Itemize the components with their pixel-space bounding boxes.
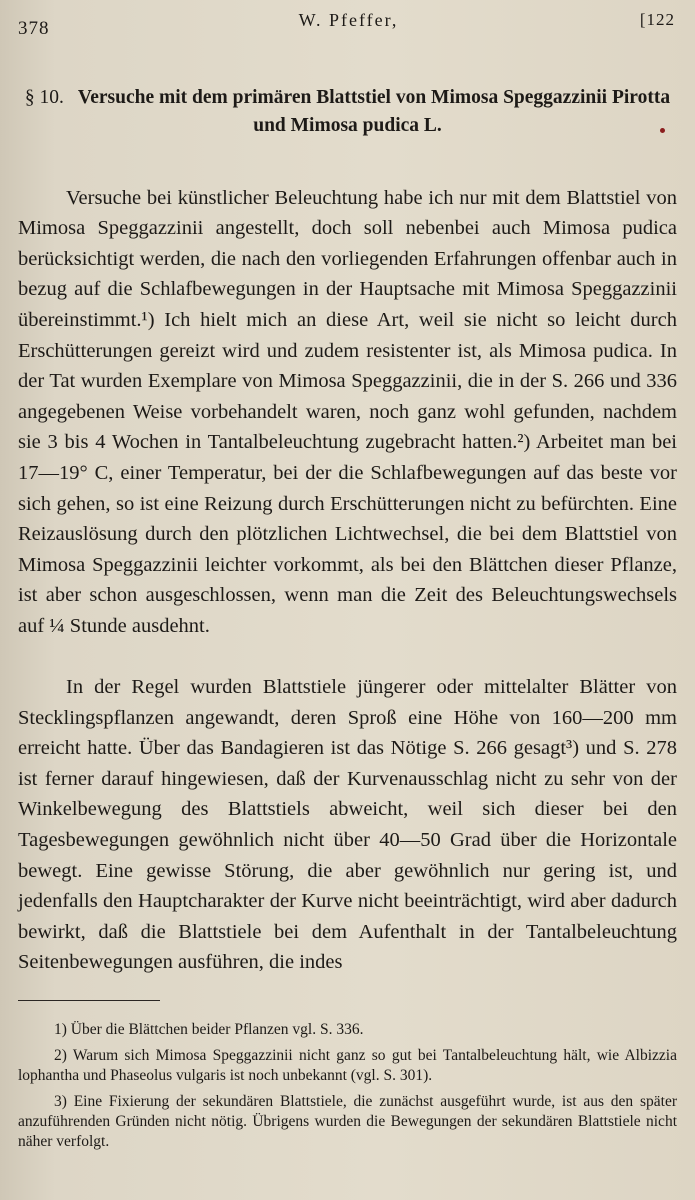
- paragraph: In der Regel wurden Blattstiele jüngerer oder mittelalter Blätter von Stecklingspflanzen angewandt, deren Sproß eine Höhe von 160—200 mm erreicht hatte. Über das Bandagieren ist das Nötige S. 266 gesagt³) und S. 278 ist ferner darauf hingewiesen, daß der Kurvenausschlag nicht zu sehr von der Winkelbewegung des Blattstiels abweicht, weil sich dieser bei den Tagesbewegungen gewöhnlich nicht über 40—50 Grad über die Horizontale bewegt. Eine gewisse Störung, die aber gewöhnlich nur gering ist, und jedenfalls den Hauptcharakter der Kurve nicht beeinträchtigt, wird aber dadurch bewirkt, daß die Blattstiele bei dem Aufenthalt in der Tantalbeleuchtung Seitenbewegungen ausführen, die indes: [18, 676, 677, 974]
- footnote: 2) Warum sich Mimosa Speggazzinii nicht ganz so gut bei Tantalbeleuchtung hält, wie Albizzia lophantha und Phaseolus vulgaris ist noch unbekannt (vgl. S. 301).: [18, 1047, 677, 1084]
- footnote-rule: [18, 1000, 160, 1001]
- running-number: [122: [639, 10, 675, 29]
- footnote: 3) Eine Fixierung der sekundären Blattstiele, die zunächst ausgeführt wurde, ist aus den später anzuführenden Gründen nicht nötig. Übrigens wurden die Bewegungen der sekundären Blattstiele nicht näher verfolgt.: [18, 1093, 677, 1150]
- section-title: Versuche mit dem primären Blattstiel von Mimosa Speggazzinii Pirotta und Mimosa pudica L.: [77, 87, 671, 136]
- footnote: 1) Über die Blättchen beider Pflanzen vgl. S. 336.: [54, 1021, 364, 1038]
- running-header: [18, 6, 679, 46]
- body-text: [18, 152, 677, 1009]
- footnotes: [18, 1020, 677, 1158]
- paragraph: Versuche bei künstlicher Beleuchtung habe ich nur mit dem Blattstiel von Mimosa Speggazzinii angestellt, doch soll nebenbei auch Mimosa pudica berücksichtigt werden, die nach den vorliegenden Erfahrungen offenbar auch in bezug auf die Schlafbewegungen in der Hauptsache mit Mimosa Speggazzinii übereinstimmt.¹) Ich hielt mich an diese Art, weil sie nicht so leicht durch Erschütterungen gereizt wird und zudem resistenter ist, als Mimosa pudica. In der Tat wurden Exemplare von Mimosa Speggazzinii, die in der S. 266 und 336 angegebenen Weise vorbehandelt waren, noch ganz wohl gefunden, nachdem sie 3 bis 4 Wochen in Tantalbeleuchtung zugebracht hatten.²) Arbeitet man bei 17—19° C, einer Temperatur, bei der die Schlafbewegungen auf das beste vor sich gehen, so ist eine Reizung durch Erschütterungen nicht zu befürchten. Eine Reizauslösung durch den plötzlichen Lichtwechsel, die bei dem Blattstiel von Mimosa Speggazzinii leichter vorkommt, als bei den Blättchen dieser Pflanze, ist aber schon ausgeschlossen, wenn man die Zeit des Beleuchtungswechsels auf ¼ Stunde ausdehnt.: [18, 186, 677, 637]
- page-number: 378: [18, 18, 50, 39]
- section-number: § 10.: [24, 87, 64, 108]
- section-heading: [18, 84, 677, 140]
- ink-mark: [660, 128, 665, 133]
- running-title: W. Pfeffer,: [298, 10, 399, 30]
